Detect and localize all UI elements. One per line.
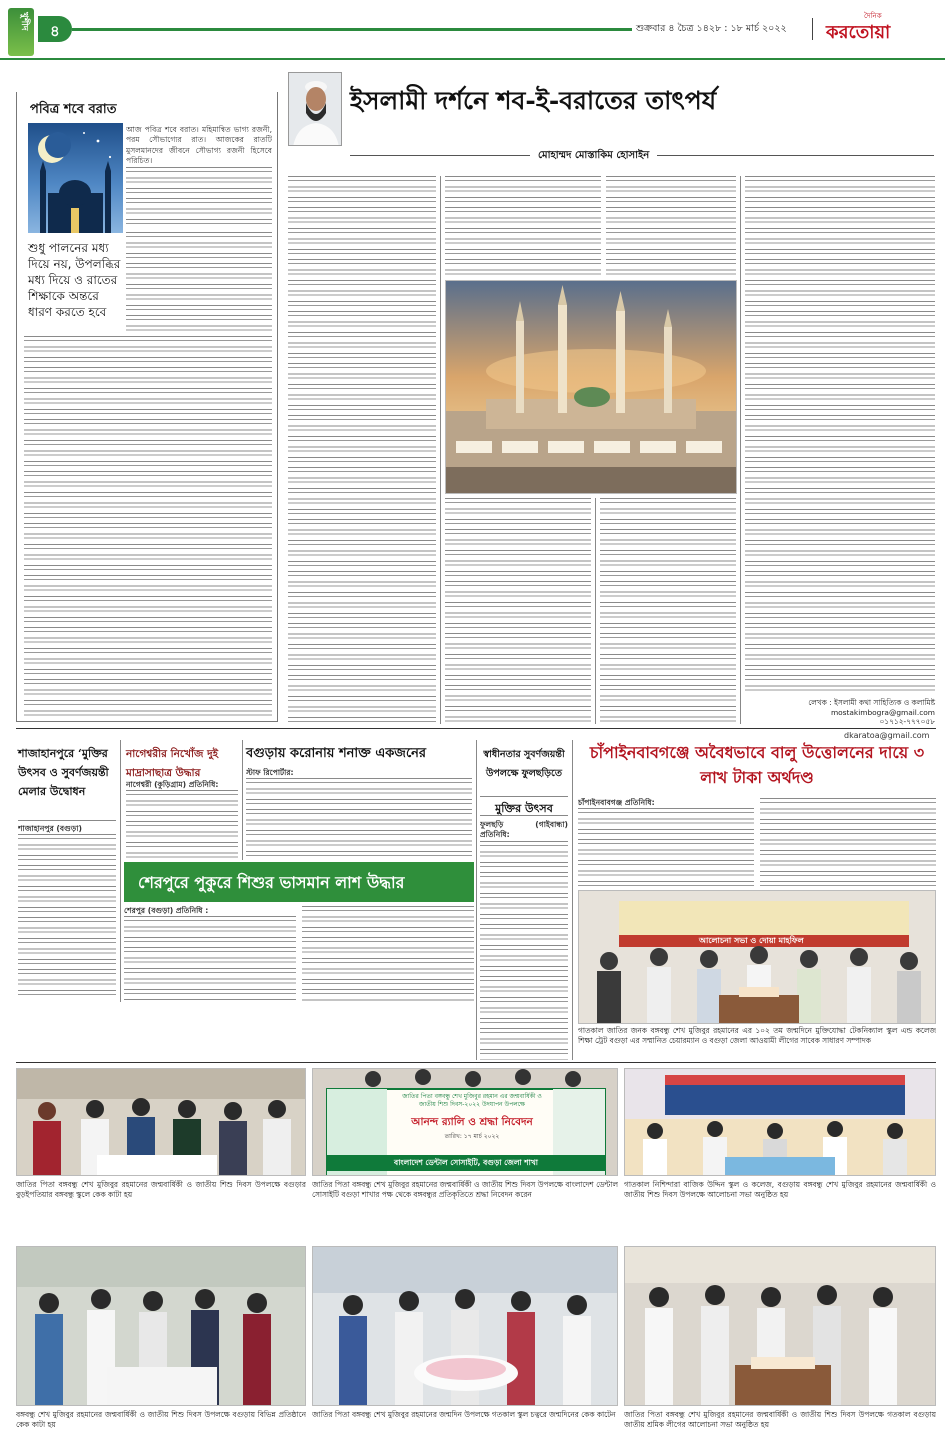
photo-row1-c [624, 1068, 936, 1176]
article-headline: ইসলামী দর্শনে শব-ই-বরাতের তাৎপর্য [350, 86, 717, 115]
crescent-moon-icon [28, 123, 123, 233]
page-number: ৪ [50, 22, 60, 40]
banner-title: আনন্দ র‌্যালি ও শ্রদ্ধা নিবেদন [411, 1116, 533, 1128]
corona-headline: বগুড়ায় করোনায় শনাক্ত একজনের [246, 746, 427, 761]
sherpur-body-2 [302, 906, 474, 1002]
sidebar-intro: আজ পবিত্র শবে বরাত। মহিমান্বিত ভাগ্য রজনী, পরম সৌভাগ্যের রাত। আজকের রাতটি মুসলমানদের জীবনে সৌভাগ্য রজনী হিসেবে পরিচিত। [126, 125, 272, 229]
naogaon-headline: নাগেশ্বরীর নিখোঁজ দুই মাদ্রাসাছাত্র উদ্ধার [126, 748, 219, 779]
independence-headline: স্বাধীনতার সুবর্ণজয়ন্তী উপলক্ষে ফুলছড়িতে [483, 749, 565, 779]
shahjahanpur-headline: শাজাহানপুরে ‘মুক্তির উৎসব ও সুবর্ণজয়ন্তী মেলার উদ্বোধন [18, 747, 109, 798]
chapai-headline: চাঁপাইনবাবগঞ্জে অবৈধভাবে বালু উত্তোলনের দায়ে ৩ লাখ টাকা অর্থদণ্ড [589, 743, 925, 787]
caption-row1-b: জাতির পিতা বঙ্গবন্ধু শেখ মুজিবুর রহমানের জন্মবার্ষিকী ও জাতীয় শিশু দিবস উপলক্ষে বাংলাদেশ ডেন্টাল সোসাইটি বগুড়া শাখার পক্ষ থেকে বঙ্গবন্ধুর প্রতিকৃতিতে শ্রদ্ধা নিবেদন করেন [312, 1180, 618, 1199]
article-col-2-bottom [445, 498, 591, 724]
author-note: লেখক : ইসলামী কথা সাহিত্যিক ও কলামিষ্ট mostakimbogra@gmail.com ০১৭১২-৭৭৭০৫৮ [745, 698, 935, 726]
banner-top: জাতির পিতা বঙ্গবন্ধু শেখ মুজিবুর রহমান এর জন্মবার্ষিকী ও জাতীয় শিশু দিবস-২০২২ উদযাপন উপলক্ষে [402, 1093, 542, 1108]
mosque-photo [445, 280, 737, 494]
article-col-2-top [445, 176, 601, 276]
event-photo-right [578, 890, 936, 1024]
author-photo [288, 72, 342, 146]
masthead [0, 0, 945, 62]
chapai-body-2 [760, 798, 936, 886]
banner-date: তারিখ: ১৭ মার্চ ২০২২ [444, 1133, 500, 1140]
sidebar-body-right [126, 232, 272, 332]
caption-row1-c: গাতকাল নিশিন্দারা বাজিক উদ্দিন স্কুল ও কলেজ, বগুড়ায় বঙ্গবন্ধু শেখ মুজিবুর রহমানের জন্মবার্ষিকী ও জাতীয় শিশু দিবস উপলক্ষে আলোচনা সভা অনুষ্ঠিত হয় [624, 1180, 936, 1199]
naogaon-body: নাগেশ্বরী (কুড়িগ্রাম) প্রতিনিধি: [126, 780, 238, 858]
photo-row2-b [312, 1246, 618, 1406]
photo-row2-a [16, 1246, 306, 1406]
author-phone: ০১৭১২-৭৭৭০৫৮ [879, 717, 935, 726]
caption-row2-a: বঙ্গবন্ধু শেখ মুজিবুর রহমানের জন্মবার্ষিকী ও জাতীয় শিশু দিবস উপলক্ষে বগুড়ায় বিভিন্ন প্রতিষ্ঠানে কেক কাটা হয় [16, 1410, 306, 1429]
footer-email: dkaratoa@gmail.com [844, 731, 930, 740]
sidebar-title: পবিত্র শবে বরাত [30, 102, 117, 117]
byline-bar [350, 148, 934, 164]
corona-body: স্টাফ রিপোর্টার: [246, 768, 472, 858]
sherpur-body-1: শেরপুর (বগুড়া) প্রতিনিধি : [124, 906, 296, 1002]
photo-row1-b-banner [312, 1068, 618, 1176]
section-label: খুশীদ [19, 12, 29, 31]
article-col-4 [745, 176, 935, 696]
shahjahanpur-body: শাজাহানপুর (বগুড়া) [18, 824, 116, 1000]
right-banner-text: আলোচনা সভা ও দোয়া মাহফিল [699, 936, 804, 945]
page-number-badge [38, 16, 72, 42]
author-email: mostakimbogra@gmail.com [830, 707, 935, 717]
caption-row2-c: জাতির পিতা বঙ্গবন্ধু শেখ মুজিবুর রহমানের জন্মবার্ষিকী ও জাতীয় শিশু দিবস উপলক্ষে গতকাল বগুড়ায় জাতীয় শ্রমিক লীগের আলোচনা সভা অনুষ্ঠিত হয় [624, 1410, 936, 1429]
brand-logo: দৈনিক করতোয়া [820, 10, 938, 46]
photo-row1-a [16, 1068, 306, 1176]
caption-right-photo: গাতকাল জাতির জনক বঙ্গবন্ধু শেখ মুজিবুর রহমানের এর ১০২ তম জন্মদিনে মুক্তিযোদ্ধা টেকনিক্যাল স্কুল এন্ড কলেজ শিক্ষা ট্রেট বগুড়া এর সম্মানিত চেয়ারম্যান ও বগুড়া জেলা আওয়ামী লীগের সাবেক সাধারণ সম্পাদক [578, 1026, 936, 1045]
banner-sub: বাংলাদেশ ডেন্টাল সোসাইটি, বগুড়া জেলা শাখা [394, 1158, 538, 1167]
article-col-3-top [606, 176, 736, 276]
byline: মোহাম্মদ মোস্তাকিম হোসাইন [530, 148, 657, 165]
sidebar-body [24, 336, 272, 718]
chapai-body-1: চাঁপাইনবাবগঞ্জ প্রতিনিধি: [578, 798, 754, 886]
sherpur-headline-banner: শেরপুরে পুকুরে শিশুর ভাসমান লাশ উদ্ধার [124, 862, 474, 902]
photo-row2-c [624, 1246, 936, 1406]
caption-row1-a: জাতির পিতা বঙ্গবন্ধু শেখ মুজিবুর রহমানের জন্মবার্ষিকী ও জাতীয় শিশু দিবস উপলক্ষে বগুড়ার বুড়ইপতিয়ার বঙ্গবন্ধু স্কুলে কেক কাটা হয় [16, 1180, 306, 1199]
independence-body: ফুলছড়ি (গাইবান্ধা) প্রতিনিধি: [480, 820, 568, 1060]
independence-subtitle: মুক্তির উৎসব [480, 796, 568, 816]
caption-row2-b: জাতির পিতা বঙ্গবন্ধু শেখ মুজিবুর রহমানের জন্মদিন উপলক্ষে গতকাল স্কুল চত্বরে জন্মদিনের কেক কাটেন [312, 1410, 616, 1419]
section-flag [6, 2, 36, 60]
sidebar-quote: শুধু পালনের মধ্য দিয়ে নয়, উপলব্ধির মধ্য দিয়ে ও রাতের শিক্ষাকে অন্তরে ধারণ করতে হবে [28, 241, 121, 319]
issue-date: শুক্রবার ৪ চৈত্র ১৪২৮ : ১৮ মার্চ ২০২২ [636, 23, 787, 34]
article-col-3-bottom [600, 498, 736, 724]
brand-name: করতোয়া [826, 22, 891, 43]
mosque-illustration [28, 123, 123, 233]
article-col-1 [288, 176, 436, 724]
